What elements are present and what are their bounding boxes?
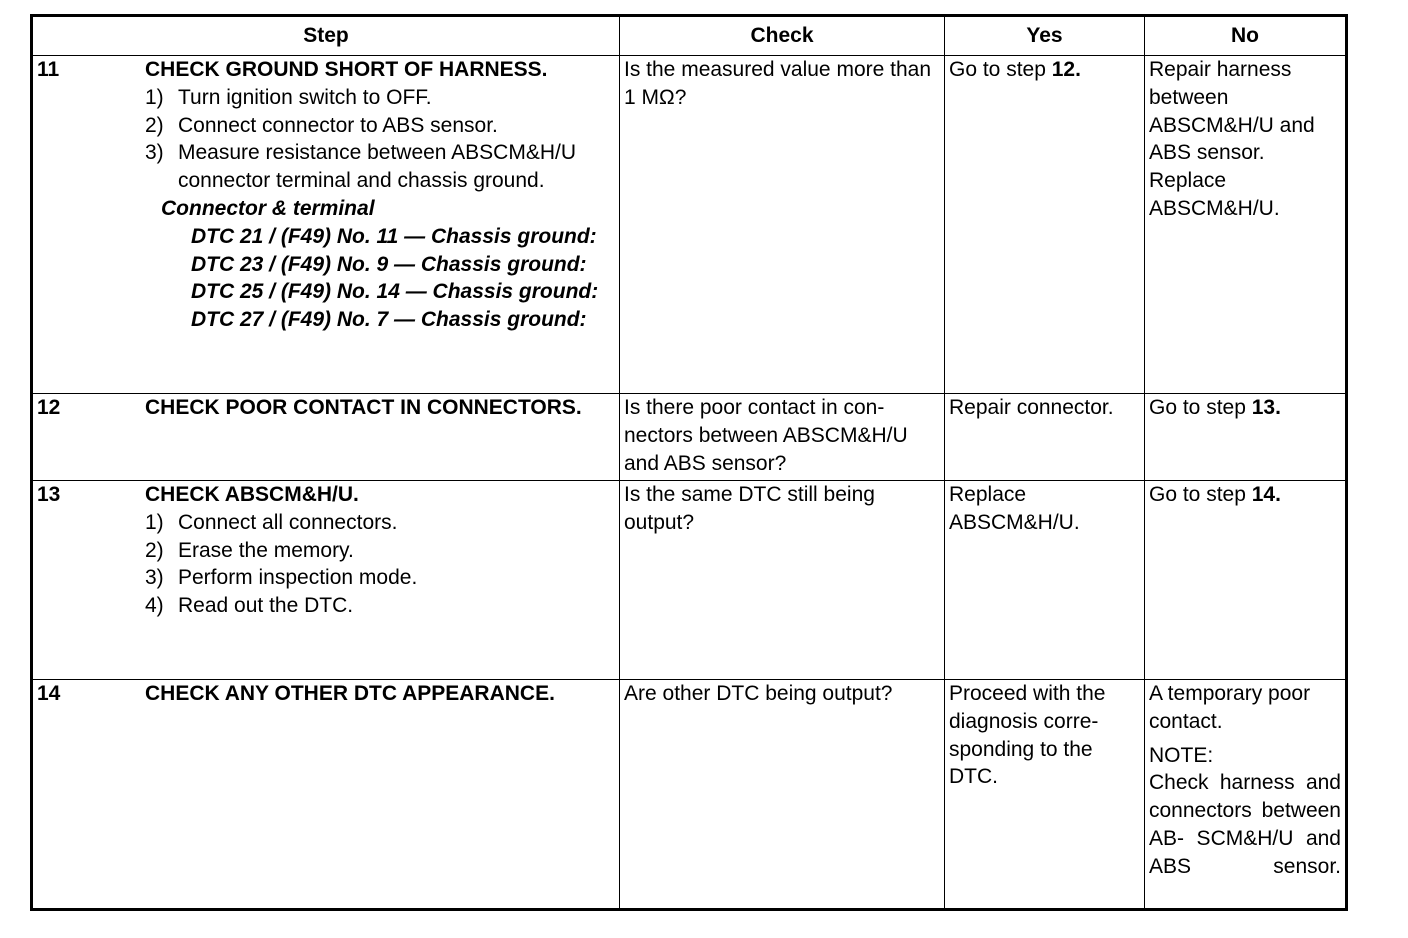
no-text: Go to step bbox=[1149, 396, 1252, 419]
substep-number: 1) bbox=[145, 85, 164, 109]
table-row-step-13 bbox=[32, 481, 1347, 680]
check-cell: Are other DTC being output? bbox=[620, 680, 945, 910]
connector-terminal-title: Connector & terminal bbox=[161, 196, 375, 220]
table-row-step-12 bbox=[32, 394, 1347, 481]
step-cell bbox=[32, 394, 620, 481]
step-title: CHECK POOR CONTACT IN CONNECTORS. bbox=[145, 396, 582, 419]
yes-cell: Replace ABSCM&H/U. bbox=[945, 481, 1145, 680]
connector-item: DTC 23 / (F49) No. 9 — Chassis ground: bbox=[191, 252, 587, 276]
step-title: CHECK GROUND SHORT OF HARNESS. bbox=[145, 58, 548, 81]
substep bbox=[145, 509, 617, 537]
yes-text: Go to step bbox=[949, 58, 1052, 81]
substep bbox=[145, 564, 617, 592]
connector-item: DTC 21 / (F49) No. 11 — Chassis ground: bbox=[191, 224, 597, 248]
step-cell bbox=[32, 680, 620, 910]
yes-cell: Repair connector. bbox=[945, 394, 1145, 481]
step-title: CHECK ABSCM&H/U. bbox=[145, 483, 359, 506]
step-title: CHECK ANY OTHER DTC APPEARANCE. bbox=[145, 682, 555, 705]
note-text: Check harness and connectors between AB- SCM&H/U and ABS sensor. bbox=[1149, 771, 1341, 878]
substep-text: Erase the memory. bbox=[178, 538, 354, 562]
substep bbox=[145, 112, 617, 140]
substep-text: Connect connector to ABS sensor. bbox=[178, 113, 498, 137]
substep-text: Connect all connectors. bbox=[178, 510, 398, 534]
no-text: Go to step bbox=[1149, 483, 1252, 506]
yes-step-ref: 12. bbox=[1051, 58, 1081, 81]
substep bbox=[145, 537, 617, 565]
table-row-step-11 bbox=[32, 56, 1347, 394]
substep bbox=[145, 139, 617, 195]
header-step: Step bbox=[32, 16, 620, 56]
table-header-row bbox=[32, 16, 1347, 56]
yes-cell: Proceed with the diagnosis corre- sponding to the DTC. bbox=[945, 680, 1145, 910]
no-cell bbox=[1145, 394, 1347, 481]
header-check: Check bbox=[620, 16, 945, 56]
substep-text: Read out the DTC. bbox=[178, 594, 354, 618]
step-cell bbox=[32, 481, 620, 680]
step-number: 14 bbox=[37, 682, 61, 705]
check-cell: Is the measured value more than 1 MΩ? bbox=[620, 56, 945, 394]
substep-number: 4) bbox=[145, 594, 164, 618]
diagnostic-table bbox=[30, 14, 1348, 911]
yes-cell bbox=[945, 56, 1145, 394]
connector-item: DTC 25 / (F49) No. 14 — Chassis ground: bbox=[191, 280, 599, 304]
header-no: No bbox=[1145, 16, 1347, 56]
no-step-ref: 14. bbox=[1251, 483, 1281, 506]
substep-text: Measure resistance between ABSCM&H/U connector terminal and chassis ground. bbox=[178, 141, 577, 193]
check-cell: Is there poor contact in con- nectors between ABSCM&H/U and ABS sensor? bbox=[620, 394, 945, 481]
substep-number: 1) bbox=[145, 510, 164, 534]
substep bbox=[145, 592, 617, 620]
substep-number: 2) bbox=[145, 538, 164, 562]
substep-text: Turn ignition switch to OFF. bbox=[178, 85, 432, 109]
no-cell: Repair harness between ABSCM&H/U and ABS sensor. Replace ABSCM&H/U. bbox=[1145, 56, 1347, 394]
note-label: NOTE: bbox=[1149, 743, 1214, 767]
substep bbox=[145, 84, 617, 112]
header-yes: Yes bbox=[945, 16, 1145, 56]
substep-number: 3) bbox=[145, 141, 164, 165]
check-cell: Is the same DTC still being output? bbox=[620, 481, 945, 680]
step-number: 11 bbox=[37, 58, 60, 81]
no-text: A temporary poor contact. bbox=[1149, 682, 1311, 733]
step-number: 13 bbox=[37, 483, 61, 506]
substep-number: 2) bbox=[145, 113, 164, 137]
substep-number: 3) bbox=[145, 566, 164, 590]
no-cell bbox=[1145, 680, 1347, 910]
substep-text: Perform inspection mode. bbox=[178, 566, 418, 590]
no-step-ref: 13. bbox=[1251, 396, 1281, 419]
table-row-step-14 bbox=[32, 680, 1347, 910]
connector-item: DTC 27 / (F49) No. 7 — Chassis ground: bbox=[191, 308, 587, 332]
step-number: 12 bbox=[37, 396, 61, 419]
step-cell bbox=[32, 56, 620, 394]
no-cell bbox=[1145, 481, 1347, 680]
